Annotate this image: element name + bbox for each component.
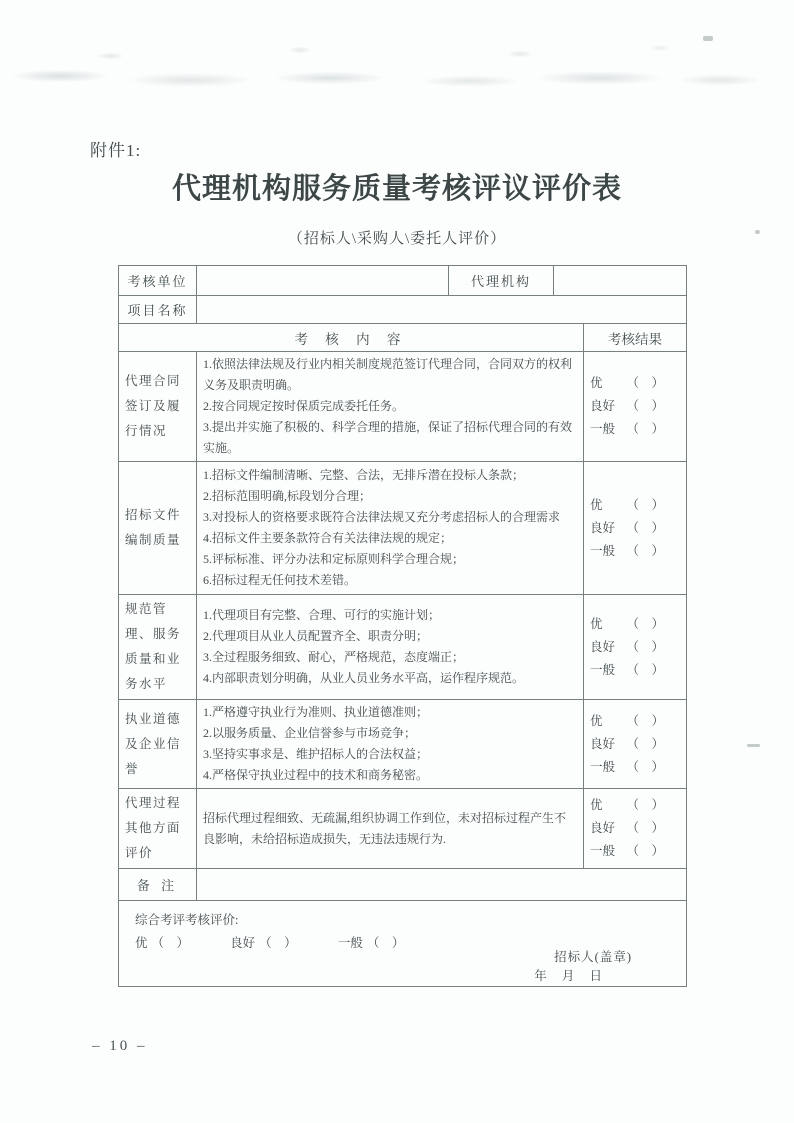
criterion-item: 4.招标文件主要条款符合有关法律法规的规定； — [203, 531, 453, 545]
rating-option-excellent: 优 （ ） — [135, 936, 190, 950]
content-cell — [197, 462, 584, 595]
criterion-item: 3.全过程服务细致、耐心，严格规范，态度端正； — [203, 650, 465, 664]
criterion-item: 2.招标范围明确,标段划分合理； — [203, 489, 372, 503]
result-column-header: 考核结果 — [584, 324, 687, 352]
category-cell: 代理过程其他方面评价 — [119, 789, 197, 869]
table-row-documents — [119, 462, 687, 595]
criterion-item: 3.提出并实施了积极的、科学合理的措施，保证了招标代理合同的有效实施。 — [203, 420, 573, 455]
content-cell — [197, 789, 584, 869]
result-cell — [584, 352, 687, 462]
rating-option-average: 一般 （ ） — [590, 659, 664, 682]
result-cell — [584, 595, 687, 700]
category-cell: 代理合同签订及履行情况 — [119, 352, 197, 462]
content-cell — [197, 595, 584, 700]
rating-paren: （ ） — [626, 422, 664, 436]
rating-paren: （ ） — [259, 936, 297, 950]
rating-option-excellent: 优 （ ） — [590, 710, 664, 733]
overall-rating-options — [135, 933, 442, 951]
rating-paren: （ ） — [626, 639, 664, 654]
document-subtitle: （招标人\采购人\委托人评价） — [287, 231, 507, 247]
rating-paren: （ ） — [366, 936, 405, 950]
criterion-item: 6.招标过程无任何技术差错。 — [203, 573, 357, 587]
rating-option-excellent: 优 （ ） — [590, 794, 664, 817]
content-column-header: 考 核 内 容 — [119, 324, 584, 352]
content-cell — [197, 700, 584, 789]
rating-paren: （ ） — [626, 543, 664, 558]
rating-option-good: 良好 （ ） — [590, 517, 664, 540]
result-cell — [584, 789, 687, 869]
criterion-item: 2.以服务质量、企业信誉参与市场竞争； — [203, 726, 417, 740]
rating-paren: （ ） — [626, 759, 664, 774]
table-row-summary — [119, 901, 687, 987]
table-row-management — [119, 595, 687, 700]
rating-option-excellent: 优 （ ） — [590, 372, 664, 395]
table-row-contract — [119, 352, 687, 462]
criterion-item: 1.招标文件编制清晰、完整、合法，无排斥潜在投标人条款； — [203, 468, 525, 482]
rating-option-average: 一般 （ ） — [590, 840, 664, 863]
result-cell — [584, 700, 687, 789]
rating-paren: （ ） — [626, 497, 664, 512]
content-cell — [197, 352, 584, 462]
rating-paren: （ ） — [626, 399, 664, 413]
criterion-item: 2.按合同规定按时保质完成委托任务。 — [203, 399, 405, 413]
rating-paren: （ ） — [626, 736, 664, 751]
summary-cell — [119, 901, 687, 987]
criterion-item: 4.严格保守执业过程中的技术和商务秘密。 — [203, 768, 429, 782]
rating-option-good: 良好 （ ） — [230, 936, 297, 950]
signature-line: 招标人(盖章) — [554, 950, 632, 964]
assess-unit-value-blank — [197, 266, 449, 296]
document-title: 代理机构服务质量考核评议评价表 — [171, 173, 622, 205]
agency-value-blank — [554, 266, 687, 296]
rating-paren: （ ） — [626, 662, 664, 677]
criterion-item: 1.依照法律法规及行业内相关制度规范签订代理合同，合同双方的权利义务及职责明确。 — [203, 357, 573, 392]
rating-option-average: 一般 （ ） — [590, 756, 664, 779]
rating-option-good: 良好 （ ） — [590, 395, 664, 418]
criterion-item: 5.评标标准、评分办法和定标原则科学合理合规； — [203, 552, 465, 566]
page-number: – 10 – — [92, 1038, 148, 1054]
rating-option-good: 良好 （ ） — [590, 817, 664, 840]
rating-paren: （ ） — [626, 616, 664, 631]
scan-speck — [747, 744, 760, 747]
table-row-assess-unit — [119, 266, 687, 296]
rating-paren: （ ） — [626, 376, 664, 390]
evaluation-form-table — [118, 265, 687, 987]
rating-paren: （ ） — [626, 821, 664, 835]
date-line: 年 月 日 — [534, 969, 608, 983]
category-cell: 执业道德及企业信誉 — [119, 700, 197, 789]
criterion-item: 3.对投标人的资格要求既符合法律法规又充分考虑招标人的合理需求 — [203, 510, 561, 524]
table-row-remark — [119, 869, 687, 901]
criterion-item: 招标代理过程细致、无疏漏,组织协调工作到位，未对招标过程产生不良影响，未给招标造成损失，无违法违规行为. — [203, 810, 567, 846]
scan-speck — [703, 36, 713, 41]
criterion-item: 3.坚持实事求是、维护招标人的合法权益； — [203, 747, 429, 761]
rating-paren: （ ） — [151, 936, 190, 950]
category-cell: 规范管理、服务质量和业务水平 — [119, 595, 197, 700]
rating-option-good: 良好 （ ） — [590, 636, 664, 659]
rating-option-average: 一般 （ ） — [590, 540, 664, 563]
rating-option-average: 一般 （ ） — [590, 418, 664, 441]
scan-noise-artifact — [0, 28, 794, 86]
rating-paren: （ ） — [626, 713, 664, 728]
assess-unit-label: 考核单位 — [119, 266, 197, 296]
table-row-column-headers — [119, 324, 687, 352]
rating-option-excellent: 优 （ ） — [590, 613, 664, 636]
criterion-item: 1.代理项目有完整、合理、可行的实施计划； — [203, 608, 441, 622]
rating-option-excellent: 优 （ ） — [590, 494, 664, 517]
agency-label: 代理机构 — [449, 266, 554, 296]
project-name-label: 项目名称 — [119, 296, 197, 324]
remark-label: 备 注 — [119, 869, 197, 901]
category-cell: 招标文件编制质量 — [119, 462, 197, 595]
rating-paren: （ ） — [626, 844, 664, 858]
table-row-other — [119, 789, 687, 869]
project-name-value-blank — [197, 296, 687, 324]
table-row-ethics — [119, 700, 687, 789]
rating-option-good: 良好 （ ） — [590, 733, 664, 756]
criterion-item: 1.严格遵守执业行为准则、执业道德准则； — [203, 705, 429, 719]
overall-evaluation-label: 综合考评考核评价: — [135, 913, 239, 927]
rating-option-average: 一般 （ ） — [337, 936, 405, 950]
criterion-item: 4.内部职责划分明确，从业人员业务水平高，运作程序规范。 — [203, 671, 525, 685]
rating-paren: （ ） — [626, 798, 664, 812]
attachment-label: 附件1: — [90, 141, 142, 160]
criterion-item: 2.代理项目从业人员配置齐全、职责分明； — [203, 629, 429, 643]
rating-paren: （ ） — [626, 520, 664, 535]
remark-value-blank — [197, 869, 687, 901]
table-row-project-name — [119, 296, 687, 324]
result-cell — [584, 462, 687, 595]
